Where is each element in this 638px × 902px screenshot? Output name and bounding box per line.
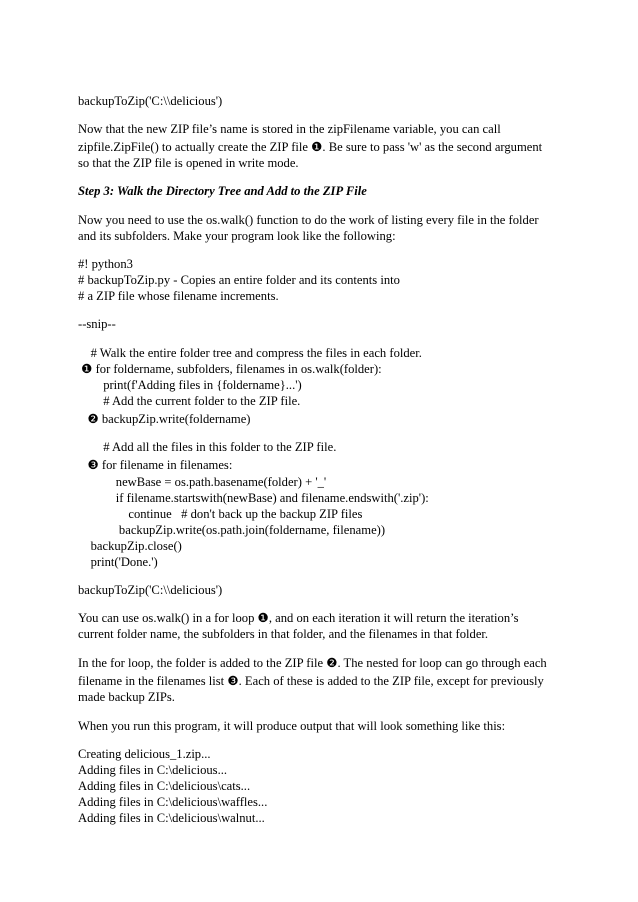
code-call-line: backupToZip('C:\\delicious') [78,583,223,597]
paragraph-line: Now you need to use the os.walk() function to do the work of listing every file in the folder [78,213,539,227]
paragraph-line: made backup ZIPs. [78,690,175,704]
output-line: Adding files in C:\delicious\waffles... [78,795,268,809]
output-line: Adding files in C:\delicious\cats... [78,779,251,793]
code-call-line: backupToZip('C:\\delicious') [78,94,223,108]
code-line: # Add the current folder to the ZIP file. [78,394,301,408]
code-snip-marker: --snip-- [78,317,116,331]
code-line: ❷ backupZip.write(foldername) [78,412,251,426]
code-line: backupZip.write(os.path.join(foldername, filename)) [78,523,386,537]
paragraph-line: and its subfolders. Make your program look like the following: [78,229,396,243]
code-line: print(f'Adding files in {foldername}...') [78,378,302,392]
code-line: newBase = os.path.basename(folder) + '_' [78,475,327,489]
code-line: if filename.startswith(newBase) and filename.endswith('.zip'): [78,491,429,505]
code-line: #! python3 [78,257,133,271]
output-line: Adding files in C:\delicious... [78,763,228,777]
paragraph-line: When you run this program, it will produce output that will look something like this: [78,719,506,733]
code-line: ❶ for foldername, subfolders, filenames in os.walk(folder): [78,362,382,376]
code-line: # Walk the entire folder tree and compress the files in each folder. [78,346,422,360]
section-heading: Step 3: Walk the Directory Tree and Add to the ZIP File [78,184,367,198]
output-line: Creating delicious_1.zip... [78,747,211,761]
code-line: # backupToZip.py - Copies an entire folder and its contents into [78,273,400,287]
code-line: print('Done.') [78,555,158,569]
paragraph-line: zipfile.ZipFile() to actually create the ZIP file ❶. Be sure to pass 'w' as the second argument [78,140,543,154]
code-line: # a ZIP file whose filename increments. [78,289,279,303]
code-line: ❸ for filename in filenames: [78,458,233,472]
code-line: # Add all the files in this folder to the ZIP file. [78,440,337,454]
paragraph-line: Now that the new ZIP file’s name is stored in the zipFilename variable, you can call [78,122,501,136]
paragraph-line: so that the ZIP file is opened in write mode. [78,156,299,170]
code-line: continue # don't back up the backup ZIP files [78,507,363,521]
paragraph-line: In the for loop, the folder is added to the ZIP file ❷. The nested for loop can go through each [78,656,547,670]
paragraph-line: current folder name, the subfolders in that folder, and the filenames in that folder. [78,627,489,641]
code-line: backupZip.close() [78,539,182,553]
output-line: Adding files in C:\delicious\walnut... [78,811,265,825]
paragraph-line: filename in the filenames list ❸. Each of these is added to the ZIP file, except for previously [78,674,544,688]
paragraph-line: You can use os.walk() in a for loop ❶, and on each iteration it will return the iteration’s [78,611,519,625]
